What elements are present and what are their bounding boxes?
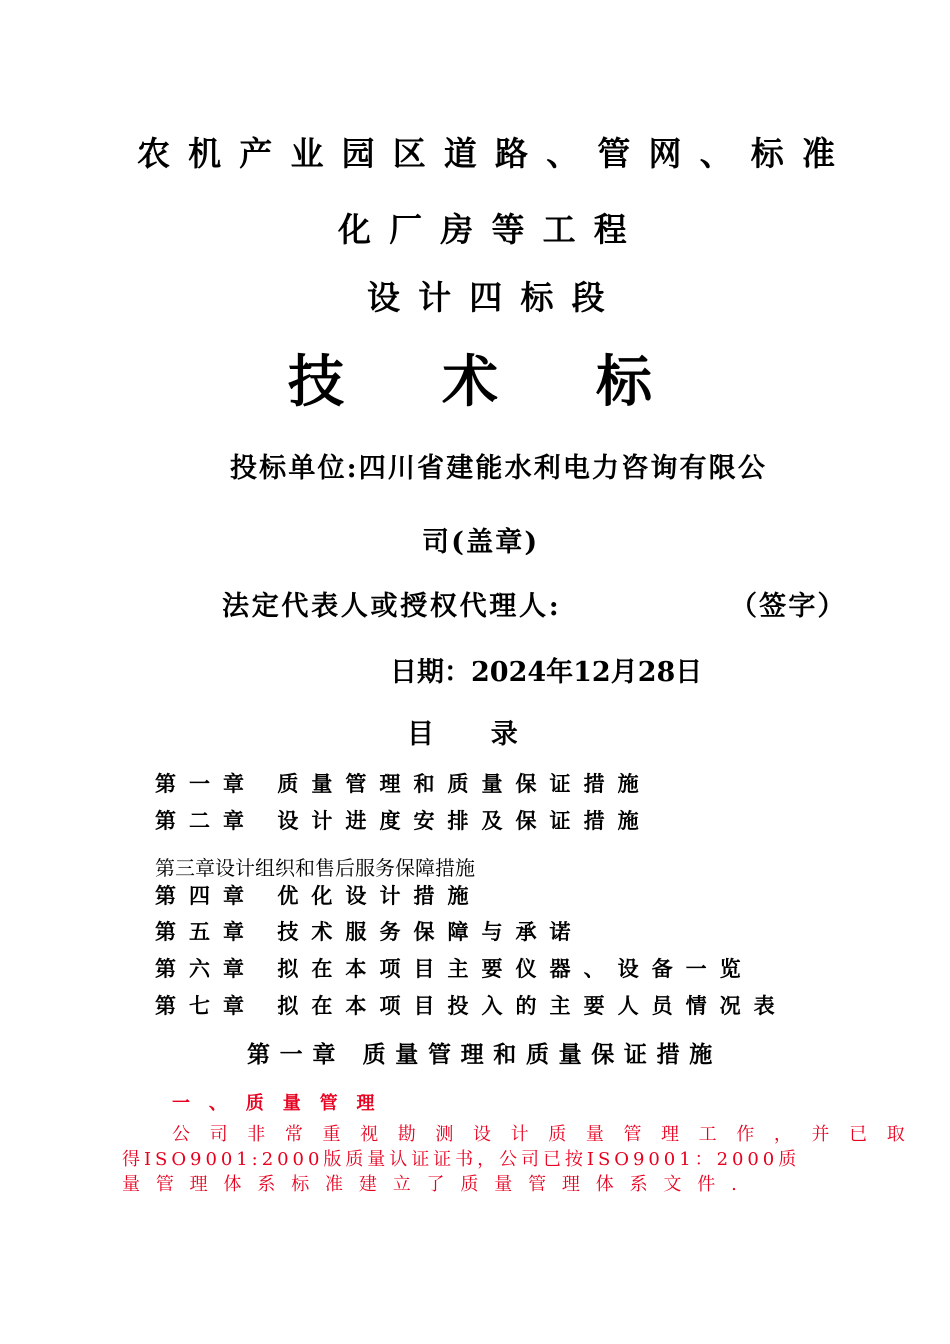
paragraph-line-1: 公司非常重视勘测设计质量管理工作，并已取 (172, 1124, 925, 1145)
section-1-heading: 一、质量管理 (172, 1093, 394, 1114)
bidder-line-2: 司(盖章) (422, 527, 540, 558)
date-text: 日期：2024年12月28日 (390, 657, 703, 688)
project-title-line-2: 化厂房等工程 (338, 210, 645, 249)
project-title-line-3: 设计四标段 (367, 278, 623, 317)
paragraph-line-3: 量管理体系标准建立了质量管理体系文件. (122, 1174, 753, 1195)
bidder-line-1: 投标单位:四川省建能水利电力咨询有限公 (230, 453, 768, 484)
chapter-1-heading: 第一章 质量管理和质量保证措施 (247, 1041, 722, 1068)
toc-item-4[interactable]: 第四章 优化设计措施 (155, 883, 482, 908)
toc-item-7[interactable]: 第七章 拟在本项目投入的主要人员情况表 (155, 993, 788, 1018)
toc-item-3[interactable]: 第三章设计组织和售后服务保障措施 (155, 856, 475, 880)
toc-item-5[interactable]: 第五章 技术服务保障与承诺 (155, 919, 584, 944)
toc-item-1[interactable]: 第一章 质量管理和质量保证措施 (155, 771, 652, 796)
paragraph-line-2: 得ISO9001:2000版质量认证证书，公司已按ISO9001：2000质 (122, 1149, 801, 1170)
toc-heading: 目录 (407, 719, 575, 750)
toc-item-2[interactable]: 第二章 设计进度安排及保证措施 (155, 808, 652, 833)
main-title: 技术标 (288, 349, 750, 415)
signature-label: （签字） (730, 591, 847, 622)
project-title-line-1: 农机产业园区道路、管网、标准 (137, 134, 854, 173)
representative-label: 法定代表人或授权代理人: (222, 591, 562, 622)
toc-item-6[interactable]: 第六章 拟在本项目主要仪器、设备一览 (155, 956, 754, 981)
